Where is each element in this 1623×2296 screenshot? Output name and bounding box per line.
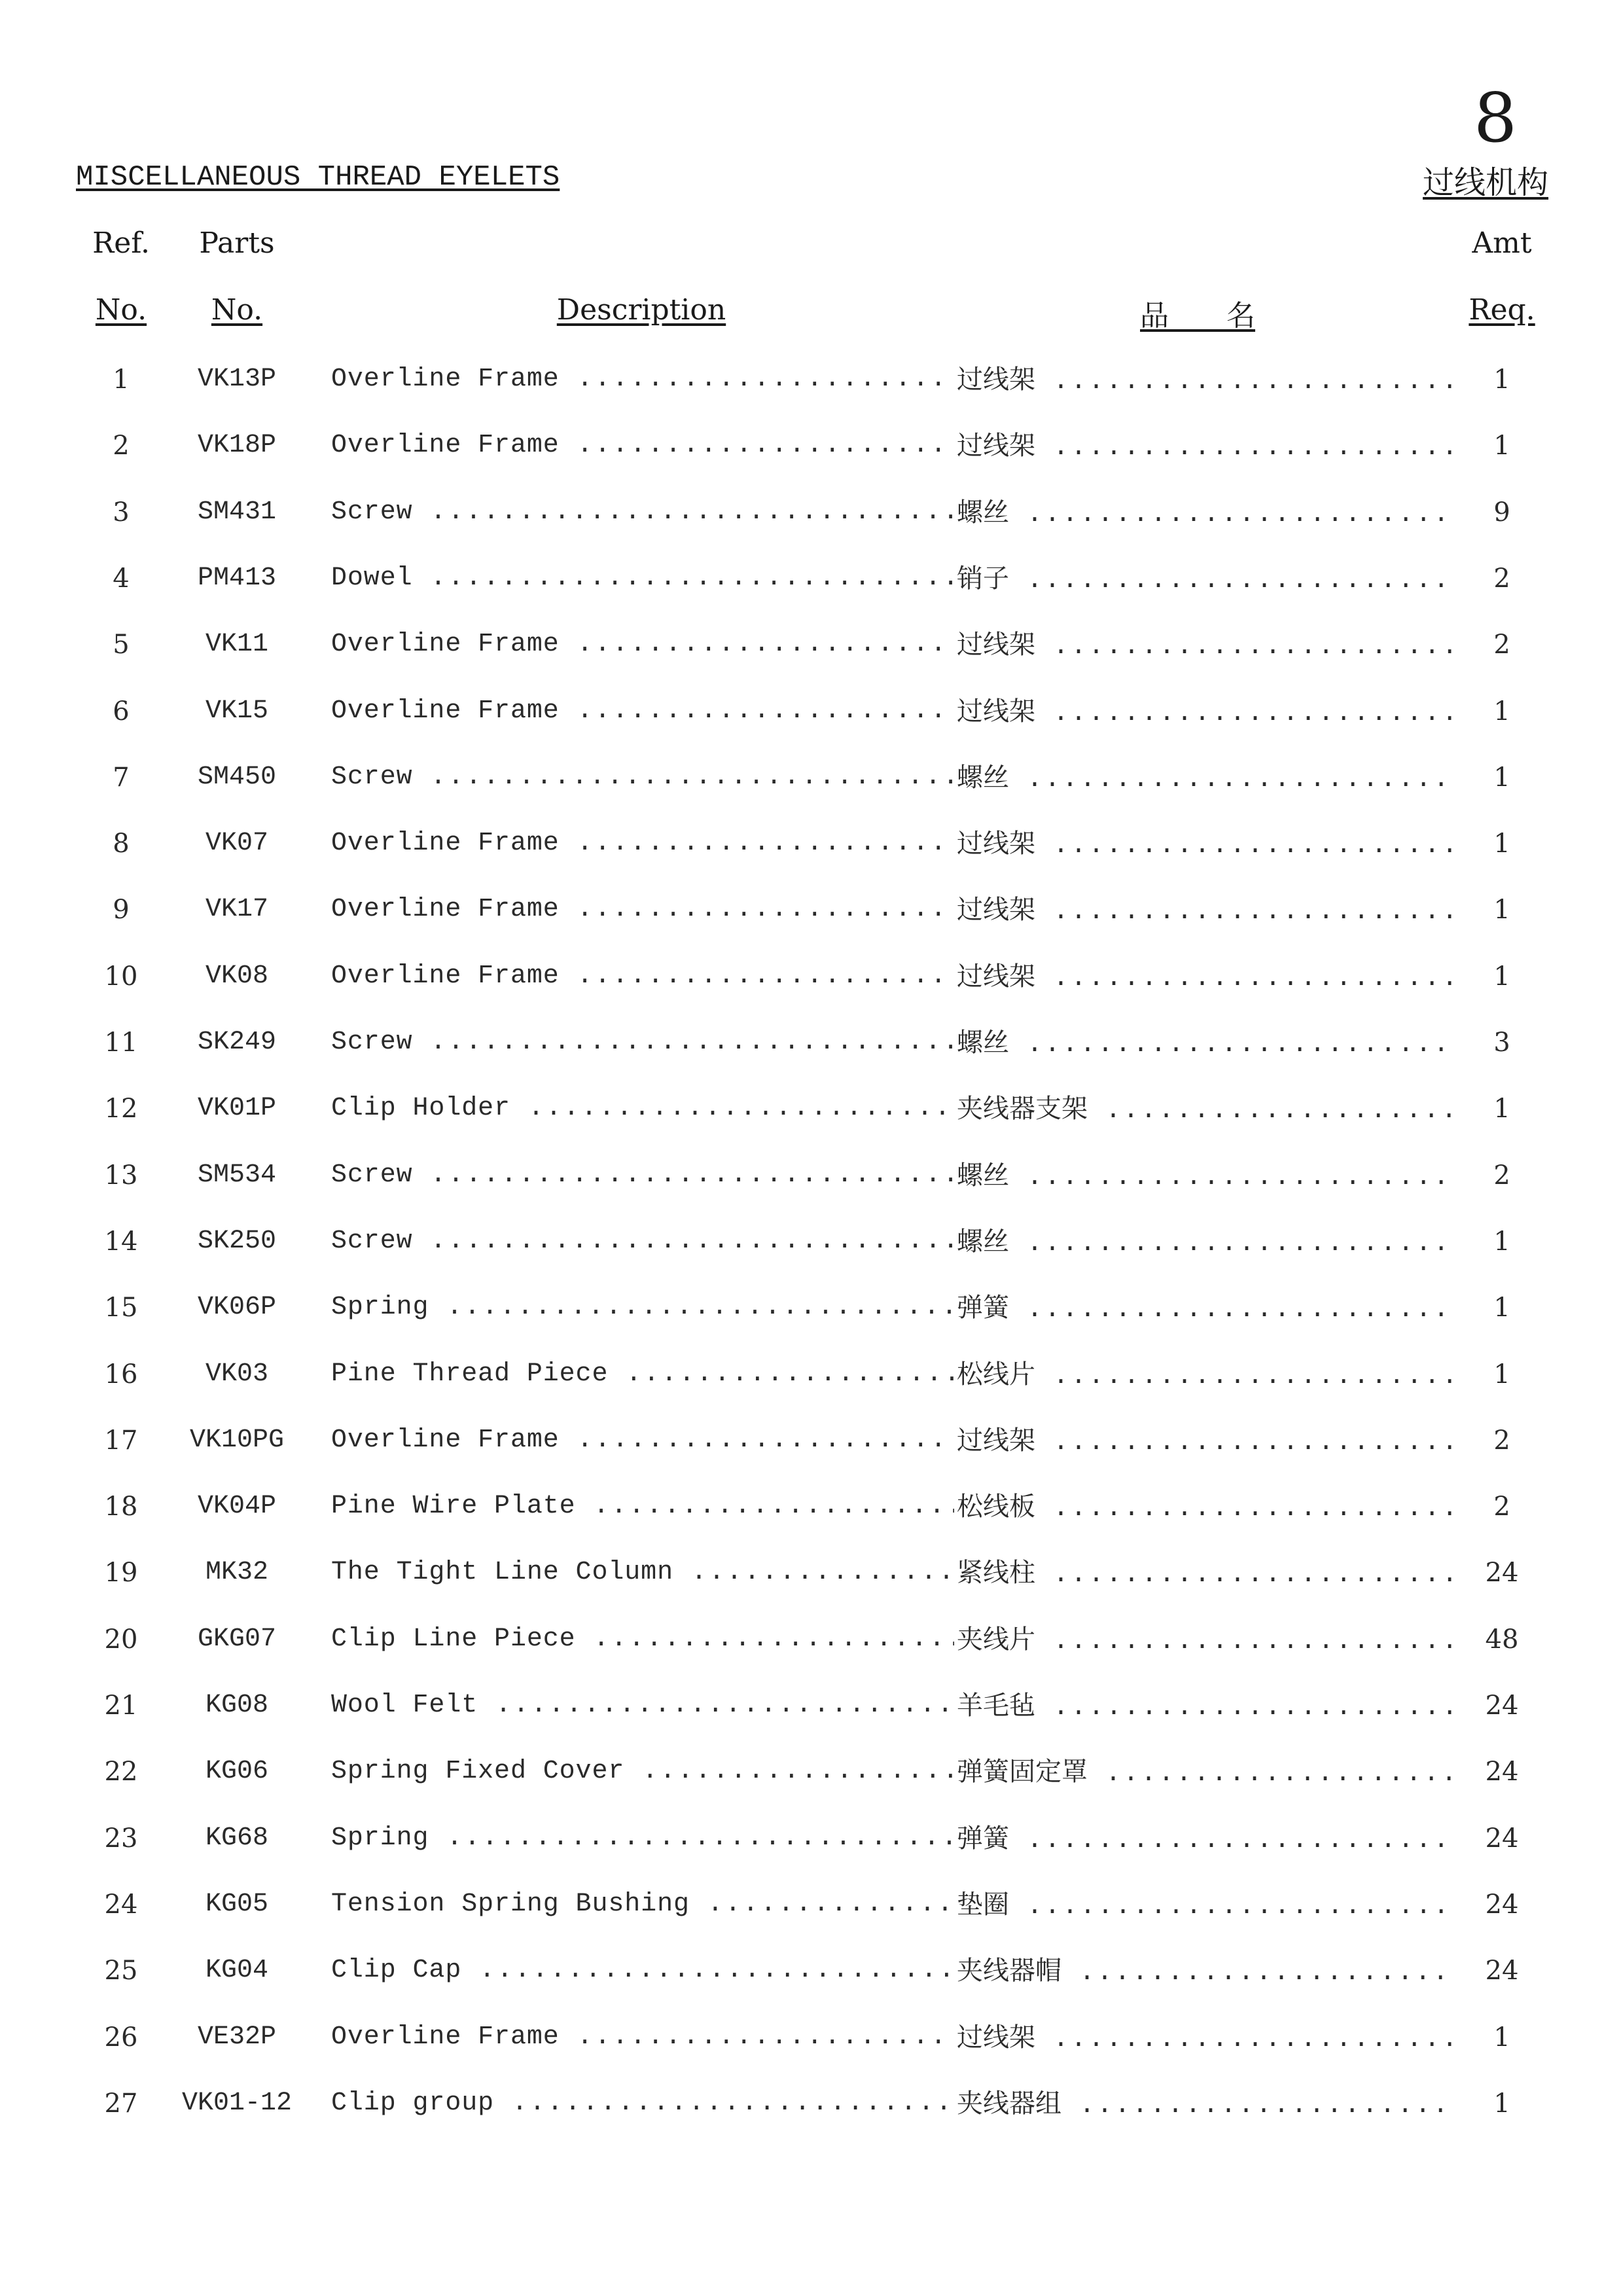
page-number: 8 xyxy=(1473,78,1517,158)
table-row xyxy=(0,486,1623,539)
ref-number: 27 xyxy=(104,2088,138,2119)
description: Screw ..... xyxy=(331,1016,954,1069)
table-row xyxy=(0,1149,1623,1202)
table-row xyxy=(0,817,1623,870)
chinese-name: 夹线器组 ..... xyxy=(957,2077,1453,2132)
table-row xyxy=(0,1945,1623,1997)
table-row xyxy=(0,1480,1623,1533)
amount-required: 24 xyxy=(1485,1956,1519,1986)
part-number: VK10PG xyxy=(189,1425,285,1455)
amount-required: 24 xyxy=(1485,1558,1519,1588)
description: Overline Frame ..... xyxy=(331,1414,954,1467)
amount-required: 2 xyxy=(1493,1425,1510,1456)
part-number: VK13P xyxy=(197,365,277,394)
table-row xyxy=(0,552,1623,605)
ref-header-top: Ref. xyxy=(92,226,150,260)
amount-required: 2 xyxy=(1493,630,1510,660)
ref-number: 3 xyxy=(113,497,130,528)
chinese-name: 过线架 ..... xyxy=(957,353,1453,408)
table-row xyxy=(0,1348,1623,1401)
amount-required: 1 xyxy=(1493,1094,1510,1124)
chinese-name: 销子 ..... xyxy=(957,552,1453,607)
description: Screw ..... xyxy=(331,486,954,539)
amount-required: 1 xyxy=(1493,762,1510,793)
part-number: SK250 xyxy=(197,1226,277,1256)
amount-required: 1 xyxy=(1493,1293,1510,1323)
part-number: VK06P xyxy=(197,1293,277,1323)
table-row xyxy=(0,1812,1623,1865)
amount-header-bottom: Req. xyxy=(1469,293,1535,327)
chinese-name: 松线片 ..... xyxy=(957,1348,1453,1403)
table-row xyxy=(0,619,1623,671)
amount-required: 1 xyxy=(1493,1359,1510,1390)
description: The Tight Line Column ..... xyxy=(331,1547,954,1599)
chinese-name: 过线架 ..... xyxy=(957,2011,1453,2066)
description: Overline Frame ..... xyxy=(331,2011,954,2064)
table-row xyxy=(0,420,1623,472)
description: Overline Frame ..... xyxy=(331,884,954,936)
parts-header-top: Parts xyxy=(199,226,275,260)
table-row xyxy=(0,1878,1623,1931)
amount-required: 1 xyxy=(1493,829,1510,859)
chinese-name: 过线架 ..... xyxy=(957,619,1453,673)
chinese-name: 夹线器支架 ..... xyxy=(957,1083,1453,1138)
ref-number: 11 xyxy=(104,1028,138,1058)
amount-required: 1 xyxy=(1493,2088,1510,2119)
ref-number: 6 xyxy=(113,696,130,726)
table-row xyxy=(0,950,1623,1003)
ref-number: 26 xyxy=(104,2022,138,2053)
table-row xyxy=(0,1414,1623,1467)
table-row xyxy=(0,751,1623,804)
chinese-name: 过线架 ..... xyxy=(957,884,1453,939)
table-row xyxy=(0,1282,1623,1334)
amount-required: 3 xyxy=(1493,1028,1510,1058)
description: Spring ..... xyxy=(331,1812,954,1865)
amount-required: 9 xyxy=(1493,497,1510,528)
ref-number: 25 xyxy=(104,1956,138,1986)
ref-number: 17 xyxy=(104,1425,138,1456)
ref-number: 5 xyxy=(113,630,130,660)
table-row xyxy=(0,2077,1623,2130)
amount-required: 1 xyxy=(1493,696,1510,726)
part-number: KG05 xyxy=(205,1889,268,1919)
ref-number: 18 xyxy=(104,1492,138,1522)
table-row xyxy=(0,884,1623,936)
part-number: KG08 xyxy=(205,1691,268,1720)
section-title-chinese: 过线机构 xyxy=(1422,164,1548,201)
part-number: VE32P xyxy=(197,2022,277,2052)
chinese-name: 弹簧 ..... xyxy=(957,1282,1453,1336)
chinese-name: 松线板 ..... xyxy=(957,1480,1453,1535)
ref-number: 23 xyxy=(104,1823,138,1854)
table-row xyxy=(0,1215,1623,1268)
ref-number: 13 xyxy=(104,1160,138,1191)
part-number: VK18P xyxy=(197,431,277,461)
part-number: VK03 xyxy=(205,1359,268,1389)
chinese-name: 螺丝 ..... xyxy=(957,1215,1453,1270)
amount-required: 1 xyxy=(1493,961,1510,992)
table-row xyxy=(0,685,1623,738)
amount-required: 1 xyxy=(1493,1226,1510,1257)
part-number: KG04 xyxy=(205,1956,268,1986)
description: Dowel ..... xyxy=(331,552,954,605)
description: Screw ..... xyxy=(331,751,954,804)
ref-number: 10 xyxy=(104,961,138,992)
part-number: SM534 xyxy=(197,1160,277,1190)
ref-number: 21 xyxy=(104,1691,138,1721)
description: Spring ..... xyxy=(331,1282,954,1334)
chinese-name: 垫圈 ..... xyxy=(957,1878,1453,1933)
amount-required: 2 xyxy=(1493,563,1510,594)
amount-required: 24 xyxy=(1485,1691,1519,1721)
table-row xyxy=(0,1613,1623,1666)
ref-number: 14 xyxy=(104,1226,138,1257)
chinese-name: 螺丝 ..... xyxy=(957,486,1453,541)
chinese-name-header: 品 名 xyxy=(1140,299,1255,332)
description: Tension Spring Bushing ..... xyxy=(331,1878,954,1931)
part-number: SK249 xyxy=(197,1028,277,1057)
ref-header-bottom: No. xyxy=(95,293,147,327)
chinese-name: 弹簧 ..... xyxy=(957,1812,1453,1867)
part-number: VK01P xyxy=(197,1094,277,1124)
chinese-name: 螺丝 ..... xyxy=(957,751,1453,806)
chinese-name: 螺丝 ..... xyxy=(957,1016,1453,1071)
part-number: VK15 xyxy=(205,696,268,726)
part-number: MK32 xyxy=(205,1558,268,1588)
amount-required: 1 xyxy=(1493,895,1510,925)
chinese-name: 过线架 ..... xyxy=(957,950,1453,1005)
description: Wool Felt ..... xyxy=(331,1679,954,1732)
description-header: Description xyxy=(556,293,726,327)
part-number: SM431 xyxy=(197,497,277,527)
table-row xyxy=(0,353,1623,406)
chinese-name: 过线架 ..... xyxy=(957,420,1453,475)
part-number: VK07 xyxy=(205,829,268,859)
ref-number: 8 xyxy=(113,829,130,859)
part-number: VK04P xyxy=(197,1492,277,1522)
description: Clip Line Piece ..... xyxy=(331,1613,954,1666)
description: Clip group ..... xyxy=(331,2077,954,2130)
ref-number: 12 xyxy=(104,1094,138,1124)
part-number: VK08 xyxy=(205,961,268,991)
amount-required: 24 xyxy=(1485,1889,1519,1920)
part-number: VK01-12 xyxy=(181,2088,293,2118)
description: Overline Frame ..... xyxy=(331,619,954,671)
description: Clip Holder ..... xyxy=(331,1083,954,1135)
description: Pine Wire Plate ..... xyxy=(331,1480,954,1533)
ref-number: 7 xyxy=(113,762,130,793)
amount-required: 1 xyxy=(1493,431,1510,461)
parts-header-bottom: No. xyxy=(211,293,263,327)
part-number: VK17 xyxy=(205,895,268,925)
ref-number: 22 xyxy=(104,1757,138,1787)
part-number: KG06 xyxy=(205,1757,268,1787)
part-number: KG68 xyxy=(205,1823,268,1853)
part-number: PM413 xyxy=(197,563,277,593)
part-number: SM450 xyxy=(197,762,277,792)
amount-required: 48 xyxy=(1485,1624,1519,1655)
amount-required: 2 xyxy=(1493,1492,1510,1522)
ref-number: 19 xyxy=(104,1558,138,1588)
ref-number: 4 xyxy=(113,563,130,594)
description: Pine Thread Piece ..... xyxy=(331,1348,954,1401)
part-number: GKG07 xyxy=(197,1624,277,1654)
part-number: VK11 xyxy=(205,630,268,660)
chinese-name: 紧线柱 ..... xyxy=(957,1547,1453,1602)
amount-required: 24 xyxy=(1485,1823,1519,1854)
ref-number: 1 xyxy=(113,365,130,395)
chinese-name: 羊毛毡 ..... xyxy=(957,1679,1453,1734)
description: Screw ..... xyxy=(331,1149,954,1202)
description: Overline Frame ..... xyxy=(331,353,954,406)
chinese-name: 过线架 ..... xyxy=(957,685,1453,740)
table-row xyxy=(0,1746,1623,1798)
ref-number: 24 xyxy=(104,1889,138,1920)
ref-number: 16 xyxy=(104,1359,138,1390)
description: Overline Frame ..... xyxy=(331,685,954,738)
ref-number: 9 xyxy=(113,895,130,925)
amount-header-top: Amt xyxy=(1472,226,1532,260)
description: Overline Frame ..... xyxy=(331,950,954,1003)
description: Overline Frame ..... xyxy=(331,817,954,870)
section-title: MISCELLANEOUS THREAD EYELETS xyxy=(76,161,560,194)
description: Spring Fixed Cover ..... xyxy=(331,1746,954,1798)
amount-required: 1 xyxy=(1493,2022,1510,2053)
table-row xyxy=(0,1679,1623,1732)
description: Clip Cap ..... xyxy=(331,1945,954,1997)
amount-required: 2 xyxy=(1493,1160,1510,1191)
description: Overline Frame ..... xyxy=(331,420,954,472)
table-row xyxy=(0,1016,1623,1069)
chinese-name: 螺丝 ..... xyxy=(957,1149,1453,1204)
chinese-name: 夹线器帽 ..... xyxy=(957,1945,1453,2000)
chinese-name: 夹线片 ..... xyxy=(957,1613,1453,1668)
ref-number: 15 xyxy=(104,1293,138,1323)
ref-number: 2 xyxy=(113,431,130,461)
description: Screw ..... xyxy=(331,1215,954,1268)
amount-required: 24 xyxy=(1485,1757,1519,1787)
chinese-name: 过线架 ..... xyxy=(957,1414,1453,1469)
table-row xyxy=(0,1083,1623,1135)
chinese-name: 过线架 ..... xyxy=(957,817,1453,872)
table-row xyxy=(0,1547,1623,1599)
amount-required: 1 xyxy=(1493,365,1510,395)
ref-number: 20 xyxy=(104,1624,138,1655)
table-row xyxy=(0,2011,1623,2064)
chinese-name: 弹簧固定罩 ..... xyxy=(957,1746,1453,1801)
